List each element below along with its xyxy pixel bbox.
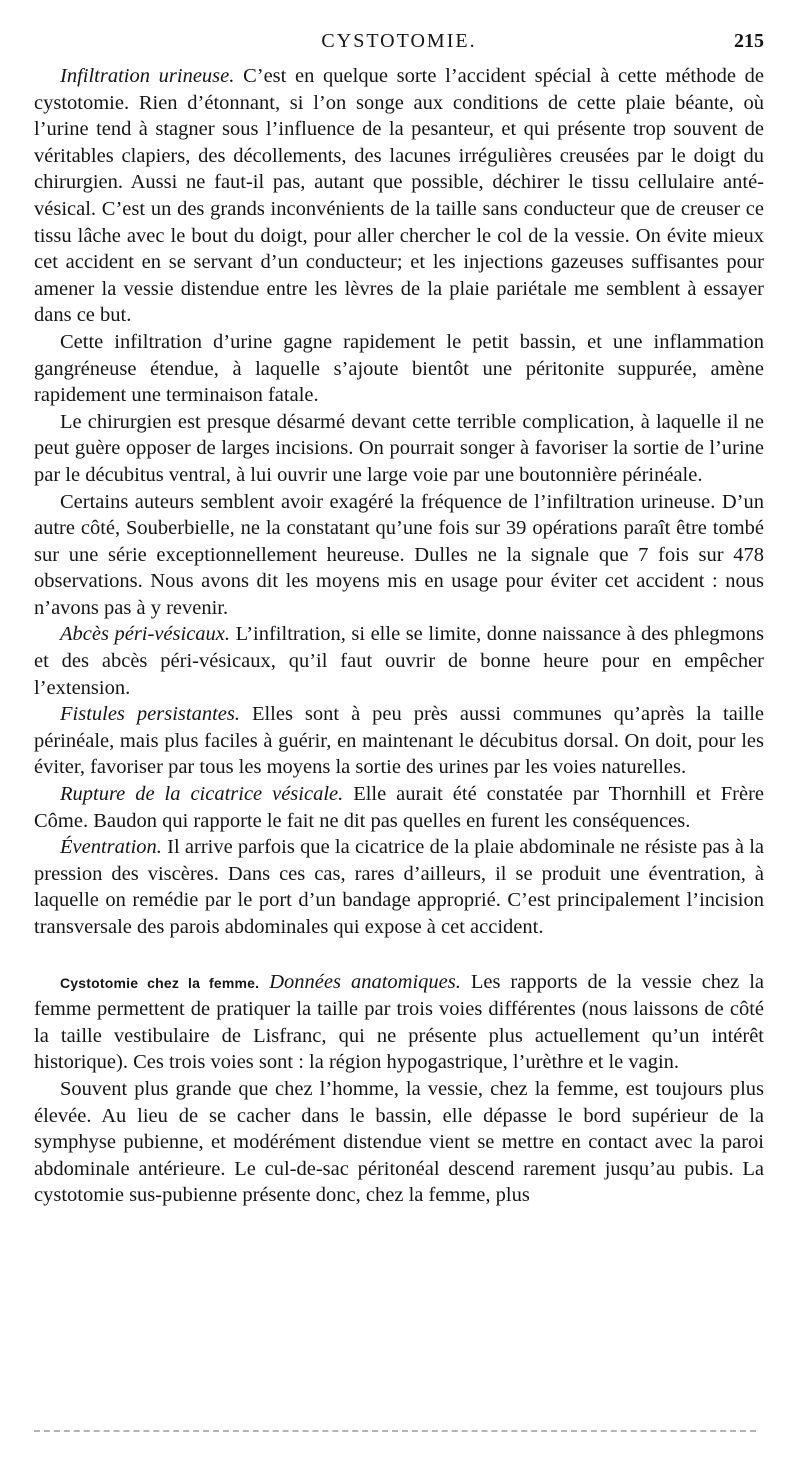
paragraph-frequence-infiltration (34, 489, 764, 622)
page-header (34, 30, 764, 60)
page-number: 215 (734, 30, 764, 52)
paragraph-text: Les rapports de la vessie chez la femme permettent de pratiquer la taille par trois voies différentes (nous laissons de côté la taille vestibulaire de Lisfranc, qui ne présente plus actuellement qu’un intérêt historique). Ces trois voies sont : la région hypogastrique, l’urèthre et le vagin. (34, 970, 765, 1074)
paragraph-chirurgien-desarme (34, 409, 764, 489)
paragraph-text: Cette infiltration d’urine gagne rapidement le petit bassin, et une inflammation gangréneuse étendue, à laquelle s’ajoute bientôt une péritonite suppurée, amène rapidement une terminaison fatale. (34, 330, 764, 407)
subsection-italic-heading: Données anatomiques. (269, 970, 461, 993)
paragraph-infiltration-urineuse (34, 63, 764, 329)
paragraph-text: Elles sont à peu près aussi communes qu’après la taille périnéale, mais plus faciles à guérir, en maintenant le décubitus dorsal. On doit, pour les éviter, favoriser par tous les moyens la sortie des urines par les voies naturelles. (34, 703, 764, 779)
running-title: CYSTOTOMIE. (321, 30, 477, 52)
paragraph-text: C’est en quelque sorte l’accident spécial à cette méthode de cystotomie. Rien d’étonnant, si l’on songe aux conditions de cette plaie béante, où l’urine tend à stagner sous l’influence de la pesanteur, et qui présente trop souvent de véritables clapiers, des décollements, des lacunes irrégulières creusées par le doigt du chirurgien. Aussi ne faut-il pas, autant que possible, déchirer le tissu cellulaire anté-vésical. C’est un des grands inconvénients de la taille sans conducteur que de creuser ce tissu lâche avec le bout du doigt, pour aller chercher le col de la vessie. On évite mieux cet accident en se servant d’un conducteur; et les injections gazeuses suffisantes pour amener la vessie distendue entre les lèvres de la plaie pariétale me semblent à essayer dans ce but. (34, 65, 765, 327)
body-text (34, 63, 764, 1209)
section-heading-infiltration: Infiltration urineuse. (60, 65, 235, 87)
paragraph-text: Elle aurait été constatée par Thornhill et Frère Côme. Baudon qui rapporte le fait ne dit pas quelles en furent les conséquences. (34, 783, 764, 832)
section-heading-abces: Abcès péri-vésicaux. (60, 623, 231, 646)
paragraph-text: Le chirurgien est presque désarmé devant cette terrible complication, à laquelle il ne peut guère opposer de larges incisions. On pourrait songer à favoriser la sortie de l’urine par le décubitus ventral, à lui ouvrir une large voie par une boutonnière périnéale. (34, 410, 764, 486)
footer-rule (34, 1430, 756, 1432)
section-heading-rupture: Rupture de la cicatrice vésicale. (60, 783, 344, 806)
section-heading-fistules: Fistules persistantes. (60, 703, 240, 726)
paragraph-vessie-femme (34, 1076, 764, 1209)
paragraph-infiltration-gangrene (34, 329, 764, 409)
paragraph-rupture (34, 781, 764, 834)
section-gap (34, 941, 764, 969)
paragraph-text: Il arrive parfois que la cicatrice de la plaie abdominale ne résiste pas à la pression des viscères. Dans ces cas, rares d’ailleurs, il se produit une éventration, à laquelle on remédie par le port d’un bandage approprié. C’est principalement l’incision transversale des parois abdominales qui expose à cet accident. (34, 836, 764, 938)
paragraph-fistules (34, 701, 764, 781)
paragraph-abces (34, 621, 764, 701)
section-heading-eventration: Éventration. (60, 836, 162, 859)
paragraph-eventration (34, 834, 764, 940)
subsection-heading: Cystotomie chez la femme. (60, 974, 260, 991)
paragraph-text: Certains auteurs semblent avoir exagéré la fréquence de l’infiltration urineuse. D’un autre côté, Souberbielle, ne la constatant qu’une fois sur 39 opérations paraît être tombé sur une série exceptionnellement heureuse. Dulles ne la signale que 7 fois sur 478 observations. Nous avons dit les moyens mis en usage pour éviter cet accident : nous n’avons pas à y revenir. (34, 490, 764, 619)
paragraph-text: Souvent plus grande que chez l’homme, la vessie, chez la femme, est toujours plus élevée. Au lieu de se cacher dans le bassin, elle dépasse le bord supérieur de la symphyse pubienne, et modérément distendue vient se mettre en contact avec la paroi abdominale antérieure. Le cul-de-sac péritonéal descend rarement jusqu’au pubis. La cystotomie sus-pubienne présente donc, chez la femme, plus (34, 1077, 764, 1207)
paragraph-cystotomie-femme (34, 969, 764, 1076)
paragraph-text: L’infiltration, si elle se limite, donne naissance à des phlegmons et des abcès péri-vésicaux, qu’il faut ouvrir de bonne heure pour en empêcher l’extension. (34, 623, 764, 699)
